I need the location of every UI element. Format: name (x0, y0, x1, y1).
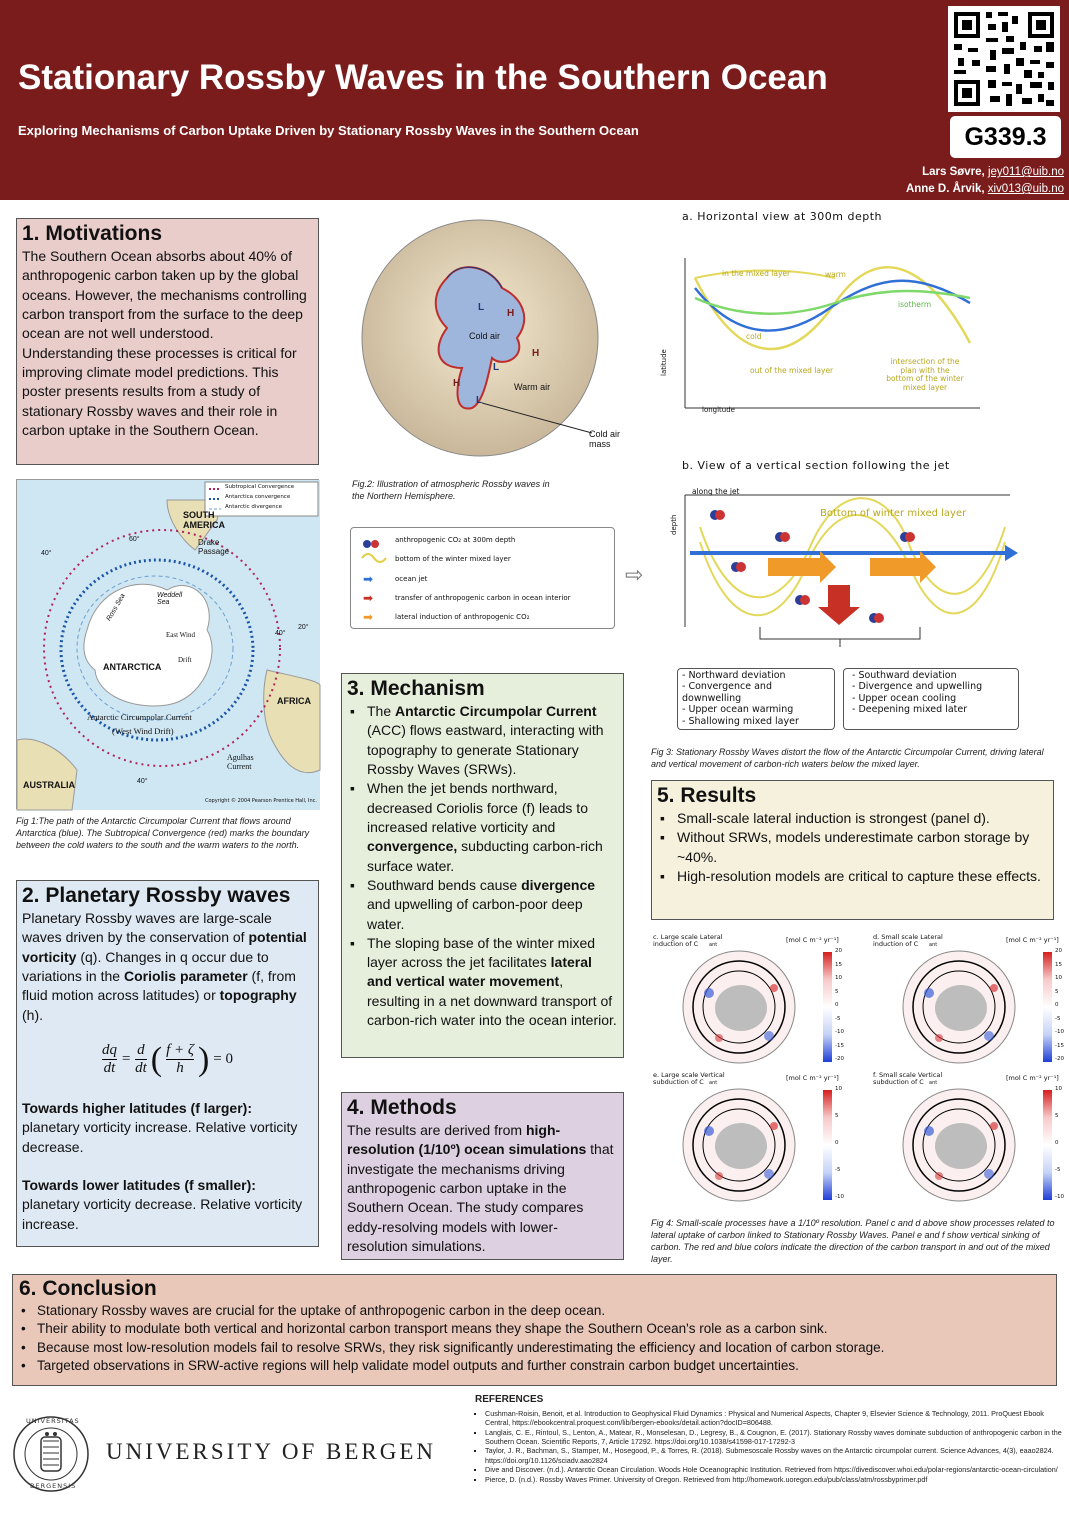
section-title: 6. Conclusion (19, 1277, 157, 1300)
panel-title-sub: ant (929, 1080, 938, 1086)
fig1-caption: Fig 1:The path of the Antarctic Circumpolar Current that flows around Antarctica (blue). The Subtropical Convergence (red) marks the boundary between the cold waters to the south and the warm waters to the north. (16, 816, 310, 851)
colorbar-tick: 0 (1055, 1002, 1059, 1008)
section-title: 2. Planetary Rossby waves (22, 884, 291, 907)
label-bottom-mixed-layer: Bottom of winter mixed layer (820, 508, 967, 519)
map-copyright: Copyright © 2004 Pearson Prentice Hall, Inc. (205, 798, 318, 804)
panel-unit: [mol C m⁻² yr⁻¹] (1006, 936, 1059, 944)
legend-item: bottom of the winter mixed layer (395, 555, 511, 563)
label-intersection: intersection of the plan with the bottom of the winter mixed layer (886, 357, 964, 392)
colorbar-tick: 5 (835, 988, 839, 995)
label-low: L (478, 302, 485, 313)
text-span: When the jet bends northward, decreased Coriolis force (f) leads to increased relative vorticity and (367, 780, 588, 835)
label-agulhas-current: Agulhas Current (227, 753, 254, 771)
planetary-rossby-section (16, 880, 319, 1247)
label-antarctica: ANTARCTICA (103, 662, 162, 672)
label-lat: 40° (41, 550, 52, 557)
colorbar-ticks (835, 1086, 844, 1200)
colorbar-tick: 20 (1055, 948, 1062, 954)
label-high: H (507, 308, 515, 319)
higher-latitudes-text (22, 1099, 313, 1157)
mechanism-item (347, 934, 618, 1031)
colorbar-tick: 0 (835, 1002, 839, 1008)
fig4-panel (651, 1072, 846, 1208)
fig3b-vertical-section (660, 457, 1065, 742)
colorbar-tick: 15 (835, 961, 842, 968)
author-2 (906, 183, 1064, 195)
references-list (475, 1409, 1065, 1484)
panel-title: e. Large scale Vertical subduction of C (653, 1071, 725, 1087)
section-title: 5. Results (657, 784, 757, 807)
text-bold: convergence, (367, 838, 458, 855)
text-bold: Coriolis parameter (123, 968, 248, 985)
fig4-panel (871, 1072, 1066, 1208)
text-span: Southward bends cause (367, 876, 522, 893)
blue-arrow-icon: ➡ (363, 572, 374, 586)
text-bold: high-resolution (1/10º) ocean simulations (347, 1122, 587, 1158)
eq-frac (166, 1042, 194, 1077)
seal-text-bottom: BERGENSIS (30, 1482, 77, 1490)
text-span: The (367, 703, 396, 720)
text-span: The sloping base of the winter mixed layer across the jet facilitates (367, 934, 596, 971)
colorbar-tick: 10 (1055, 1086, 1062, 1092)
wave-line-icon (361, 553, 387, 563)
results-section (651, 780, 1054, 920)
fig4-model-maps (651, 933, 1064, 1214)
label-drift: Drift (178, 656, 192, 664)
text-span: that investigate the mechanisms driving anthropogenic carbon uptake in the Southern Ocean. The study compares eddy-resolving models with lower-resolution simulations. (347, 1141, 614, 1254)
colorbar-tick: 0 (1055, 1140, 1059, 1146)
conclusion-list (19, 1302, 1050, 1375)
results-item: ▪ Without SRWs, models underestimate carbon storage by ~40%. (657, 828, 1048, 867)
conclusion-item: • Because most low-resolution models fail to resolve SRWs, they risk significantly underestimating the efficiency and location of carbon storage. (19, 1339, 1050, 1357)
university-name: UNIVERSITY OF BERGEN (106, 1439, 437, 1464)
label-cold-air: Cold air (469, 331, 501, 341)
colorbar-tick: -15 (1055, 1042, 1064, 1049)
seal-text-top: UNIVERSITAS (26, 1417, 80, 1425)
poster-title: Stationary Rossby Waves in the Southern Ocean (18, 58, 828, 97)
methods-section (341, 1092, 624, 1260)
colorbar-tick: -20 (1055, 1056, 1064, 1062)
panel-title: f. Small scale Vertical subduction of C (873, 1071, 943, 1087)
fig1-acc-map (16, 479, 319, 809)
conclusion-section (12, 1274, 1057, 1386)
text-span: (f, from fluid motion across latitudes) or (22, 968, 296, 1004)
colorbar (823, 952, 832, 1062)
eq-frac (135, 1042, 147, 1077)
colorbar (1043, 952, 1052, 1062)
fig2-caption: Fig.2: Illustration of atmospheric Rossby waves in the Northern Hemisphere. (352, 479, 550, 502)
label-weddell-sea: Weddell Sea (157, 592, 183, 606)
deviation-item: - Upper ocean cooling (852, 692, 957, 704)
label-drake-passage: Drake Passage (198, 538, 230, 556)
section-title: 3. Mechanism (347, 677, 485, 700)
results-item: ▪ Small-scale lateral induction is strongest (panel d). (657, 809, 1048, 828)
eq-num: dq (101, 1042, 117, 1059)
author-1 (922, 166, 1064, 178)
motivations-section (16, 218, 319, 465)
colorbar-tick: 10 (835, 975, 842, 981)
map-legend-item: Subtropical Convergence (225, 484, 295, 490)
eq-den: h (176, 1060, 184, 1077)
colorbar-tick: 0 (835, 1140, 839, 1146)
deviation-item: - Convergence and downwelling (682, 681, 772, 704)
eq-frac (102, 1042, 117, 1077)
label-cold: cold (746, 332, 762, 341)
colorbar-tick: -10 (835, 1029, 844, 1035)
panel-unit: [mol C m⁻² yr⁻¹] (1006, 1074, 1059, 1082)
text-span: planetary vorticity decrease. Relative vorticity increase. (22, 1196, 303, 1232)
colorbar-tick: -5 (835, 1167, 841, 1173)
motivations-paragraph-2: Understanding these processes is critical for improving climate model predictions. This poster presents results from a study of stationary Rossby waves and their role in carbon uptake in the Southern Ocean. (22, 344, 297, 438)
red-arrow-icon: ➡ (363, 591, 374, 605)
fig3b-title: b. View of a vertical section following the jet (682, 459, 950, 472)
colorbar (823, 1090, 832, 1200)
label-warm: warm (825, 270, 846, 279)
colorbar-tick: -5 (835, 1015, 841, 1022)
label-lat: 60° (129, 536, 140, 543)
author-email-link[interactable]: xiv013@uib.no (987, 183, 1064, 195)
author-name: Lars Søvre, (922, 166, 988, 178)
label-low: L (476, 395, 483, 406)
colorbar-tick: -10 (1055, 1029, 1064, 1035)
colorbar-ticks (1055, 948, 1064, 1062)
qr-code-icon (950, 8, 1058, 110)
colorbar-tick: -5 (1055, 1167, 1061, 1173)
label-south-america: SOUTH AMERICA (183, 510, 225, 531)
deviation-item: - Southward deviation (852, 670, 957, 681)
fig3a-title: a. Horizontal view at 300m depth (682, 210, 882, 223)
conclusion-item: • Stationary Rossby waves are crucial for the uptake of anthropogenic carbon in the deep ocean. (19, 1302, 1050, 1320)
planetary-paragraph (22, 909, 313, 1025)
text-bold: Towards higher latitudes (f larger): (22, 1099, 252, 1116)
reference-item: ▪ Pierce, D. (n.d.). Rossby Waves Primer. University of Oregon. Retrieved from http://homework.uoregon.edu/pub/class/atm/rossbyprimer.pdf (485, 1475, 1065, 1484)
label-warm-air: Warm air (514, 382, 551, 392)
deviation-item: - Deepening mixed later (852, 704, 968, 716)
text-bold: Towards lower latitudes (f smaller): (22, 1176, 256, 1193)
deviation-item: - Divergence and upwelling (852, 681, 983, 693)
poster-subtitle: Exploring Mechanisms of Carbon Uptake Driven by Stationary Rossby Waves in the Southern Ocean (18, 123, 639, 138)
text-span: planetary vorticity increase. Relative vorticity decrease. (22, 1119, 298, 1155)
poster-code: G339.3 (950, 116, 1061, 158)
eq-num: f + ζ (166, 1042, 194, 1059)
methods-paragraph (347, 1121, 618, 1256)
label-longitude: longitude (702, 406, 735, 414)
colorbar-tick: -10 (1055, 1194, 1064, 1200)
conclusion-item: • Their ability to modulate both vertical and horizontal carbon transport means they shape the Southern Ocean's role as a carbon sink. (19, 1320, 1050, 1338)
label-latitude: latitude (660, 349, 668, 376)
panel-title: c. Large scale Lateral induction of C (653, 933, 723, 949)
mechanism-list (347, 702, 618, 1030)
label-in-mixed-layer: in the mixed layer (722, 269, 791, 278)
label-africa: AFRICA (277, 696, 311, 706)
panel-title-sub: ant (709, 1080, 718, 1086)
colorbar-tick: -15 (835, 1042, 844, 1049)
label-high: H (453, 378, 461, 389)
label-west-wind-drift: (West Wind Drift) (112, 726, 174, 736)
eq-paren: ) (197, 1040, 210, 1078)
text-bold: lateral and vertical water movement (367, 954, 592, 990)
fig4-panel (871, 934, 1066, 1070)
eq-num: d (135, 1042, 147, 1060)
panel-title-sub: ant (709, 942, 718, 948)
text-bold: topography (219, 987, 297, 1004)
poster-header (0, 0, 1069, 200)
northward-deviation-box (677, 668, 835, 730)
polar-map (899, 948, 1019, 1066)
colorbar-tick: -5 (1055, 1015, 1061, 1022)
mechanism-item (347, 702, 618, 779)
colorbar-tick: 20 (835, 948, 842, 954)
label-high: H (532, 348, 540, 359)
map-legend-item: Antarctica convergence (225, 494, 291, 500)
section-title: 1. Motivations (22, 222, 163, 245)
label-acc: Antarctic Circumpolar Current (87, 712, 192, 722)
polar-map (679, 948, 799, 1066)
pv-equation (22, 1041, 313, 1079)
label-lat: 40° (275, 630, 286, 637)
deviation-item: - Shallowing mixed layer (682, 715, 799, 727)
orange-arrow-icon: ➡ (363, 610, 374, 624)
results-list (657, 809, 1048, 886)
colorbar-tick: -20 (835, 1056, 844, 1062)
legend-item: lateral induction of anthropogenic CO₂ (395, 613, 530, 621)
southward-deviation-box (843, 668, 1019, 730)
carbon-molecule-icon (363, 535, 379, 545)
section-title: 4. Methods (347, 1096, 457, 1119)
fig2-rossby-globe (352, 218, 632, 476)
text-span: (h). (22, 1006, 43, 1023)
text-span: and upwelling of carbon-poor deep water. (367, 896, 583, 932)
label-australia: AUSTRALIA (23, 780, 75, 790)
mechanism-item (347, 779, 618, 876)
author-email-link[interactable]: jey011@uib.no (987, 166, 1064, 178)
results-item: ▪ High-resolution models are critical to capture these effects. (657, 867, 1048, 886)
label-isotherm: isotherm (898, 300, 932, 309)
motivations-paragraph-1: The Southern Ocean absorbs about 40% of anthropogenic carbon taken up by the global oceans. However, the mechanisms controlling carbon transport from the surface to the deep ocean are not well understood. (22, 248, 307, 342)
label-east-wind: East Wind (166, 631, 195, 639)
label-cold-air-mass: Cold air mass (589, 429, 621, 449)
polar-map (899, 1086, 1019, 1204)
text-bold: Antarctic Circumpolar Current (395, 703, 597, 720)
conclusion-item: • Targeted observations in SRW-active regions will help validate model outputs and further constrain carbon budget uncertainties. (19, 1357, 1050, 1375)
reference-item: ▪ Taylor, J. R., Bachman, S., Stamper, M., Hosegood, P., & Torres, R. (2018). Submesoscale Rossby waves on the Antarctic circumpolar current. Science Advances, 4(3), eaao2824. https://doi.org/10.1126/sciadv.aao2824 (485, 1446, 1065, 1465)
colorbar-ticks (835, 948, 844, 1062)
text-span: subducting carbon-rich surface water. (367, 838, 603, 874)
eq-den: dt (135, 1060, 147, 1077)
colorbar-tick: -10 (835, 1194, 844, 1200)
eq-den: dt (103, 1060, 116, 1077)
colorbar-tick: 10 (1055, 975, 1062, 981)
label-lat: 20° (298, 624, 309, 631)
legend-item: ocean jet (395, 575, 428, 583)
deviation-item: - Upper ocean warming (682, 704, 794, 716)
references-section (475, 1393, 1065, 1484)
fig4-caption: Fig 4: Small-scale processes have a 1/10º resolution. Panel c and d above show processes related to lateral uptake of carbon linked to Stationary Rossby Waves. Panel e and f show vertical sinking of carbon. The red and blue colors indicate the direction of the carbon transport in and out of the mixed layer. (651, 1218, 1055, 1265)
legend-item: anthropogenic CO₂ at 300m depth (395, 536, 516, 544)
panel-title-sub: ant (929, 942, 938, 948)
colorbar-tick: 15 (1055, 961, 1062, 968)
text-span: The results are derived from (347, 1122, 526, 1139)
panel-unit: [mol C m⁻² yr⁻¹] (786, 1074, 839, 1082)
university-seal (12, 1415, 90, 1493)
label-ross-sea: Ross Sea (105, 592, 127, 623)
label-depth: depth (670, 514, 678, 535)
panel-title: d. Small scale Lateral induction of C (873, 933, 943, 949)
map-legend-item: Antarctic divergence (225, 504, 282, 510)
fig3a-graphic (660, 208, 1065, 458)
colorbar (1043, 1090, 1052, 1200)
deviation-item: - Northward deviation (682, 670, 786, 681)
eq-paren: ( (150, 1040, 163, 1078)
text-span: Planetary Rossby waves are large-scale waves driven by the conservation of (22, 910, 272, 946)
label-out-mixed-layer: out of the mixed layer (750, 366, 834, 375)
colorbar-tick: 5 (835, 1113, 839, 1119)
eq-rhs: = 0 (213, 1051, 234, 1068)
text-span: (q). Changes in q occur due to variations in the (22, 948, 269, 985)
colorbar-tick: 10 (835, 1086, 842, 1092)
lower-latitudes-text (22, 1176, 313, 1234)
label-along-jet: along the jet (692, 487, 740, 496)
label-low: L (493, 362, 500, 373)
reference-item: ▪ Cushman-Roisin, Benoit, et al. Introduction to Geophysical Fluid Dynamics : Physical and Numerical Aspects, Chapter 9, Elsevier Science & Technology, 2011. ProQuest Ebook Central, https://ebookcentral.proquest.com/lib/bergen-ebooks/detail.action?docID=806488. (485, 1409, 1065, 1428)
mechanism-section (341, 673, 624, 1058)
carbon-legend-box (350, 527, 615, 629)
reference-item: ▪ Dive and Discover. (n.d.). Antarctic Ocean Circulation. Woods Hole Oceanographic Institution. Retrieved from https://divediscover.whoi.edu/polar-regions/antarctic-ocean-circulation/ (485, 1465, 1065, 1474)
mechanism-item (347, 876, 618, 934)
references-title: REFERENCES (475, 1394, 544, 1405)
label-lat: 40° (137, 778, 148, 785)
eq-equals: = (120, 1051, 132, 1068)
fig4-panel (651, 934, 846, 1070)
text-bold: potential vorticity (22, 929, 307, 965)
colorbar-ticks (1055, 1086, 1064, 1200)
reference-item: ▪ Langlais, C. E., Rintoul, S., Lenton, A., Matear, R., Monselesan, D., Legresy, B., & Cougnon, E. (2017). Stationary Rossby waves dominate subduction of anthropogenic carbon in the Southern Ocean. Scientific Reports, 7, Article 17292. https://doi.org/10.1038/s41598-017-17292-3 (485, 1428, 1065, 1447)
text-span: , resulting in a net downward transport of carbon-rich water into the ocean interior. (367, 973, 617, 1029)
legend-item: transfer of anthropogenic carbon in ocean interior (395, 594, 571, 602)
text-bold: divergence (521, 876, 596, 893)
polar-map (679, 1086, 799, 1204)
colorbar-tick: 5 (1055, 1113, 1059, 1119)
fig3-caption: Fig 3: Stationary Rossby Waves distort the flow of the Antarctic Circumpolar Current, driving lateral and vertical movement of carbon-rich waters below the mixed layer. (651, 747, 1044, 770)
right-arrow-icon: ⇨ (625, 562, 644, 587)
qr-code[interactable] (948, 6, 1060, 112)
fig3a-horizontal-view (660, 208, 1065, 458)
author-name: Anne D. Årvik, (905, 183, 988, 195)
colorbar-tick: 5 (1055, 988, 1059, 995)
acc-map-graphic (17, 480, 320, 810)
panel-unit: [mol C m⁻² yr⁻¹] (786, 936, 839, 944)
text-span: (ACC) flows eastward, interacting with topography to generate Stationary Rossby Waves (SRWs). (367, 722, 604, 778)
